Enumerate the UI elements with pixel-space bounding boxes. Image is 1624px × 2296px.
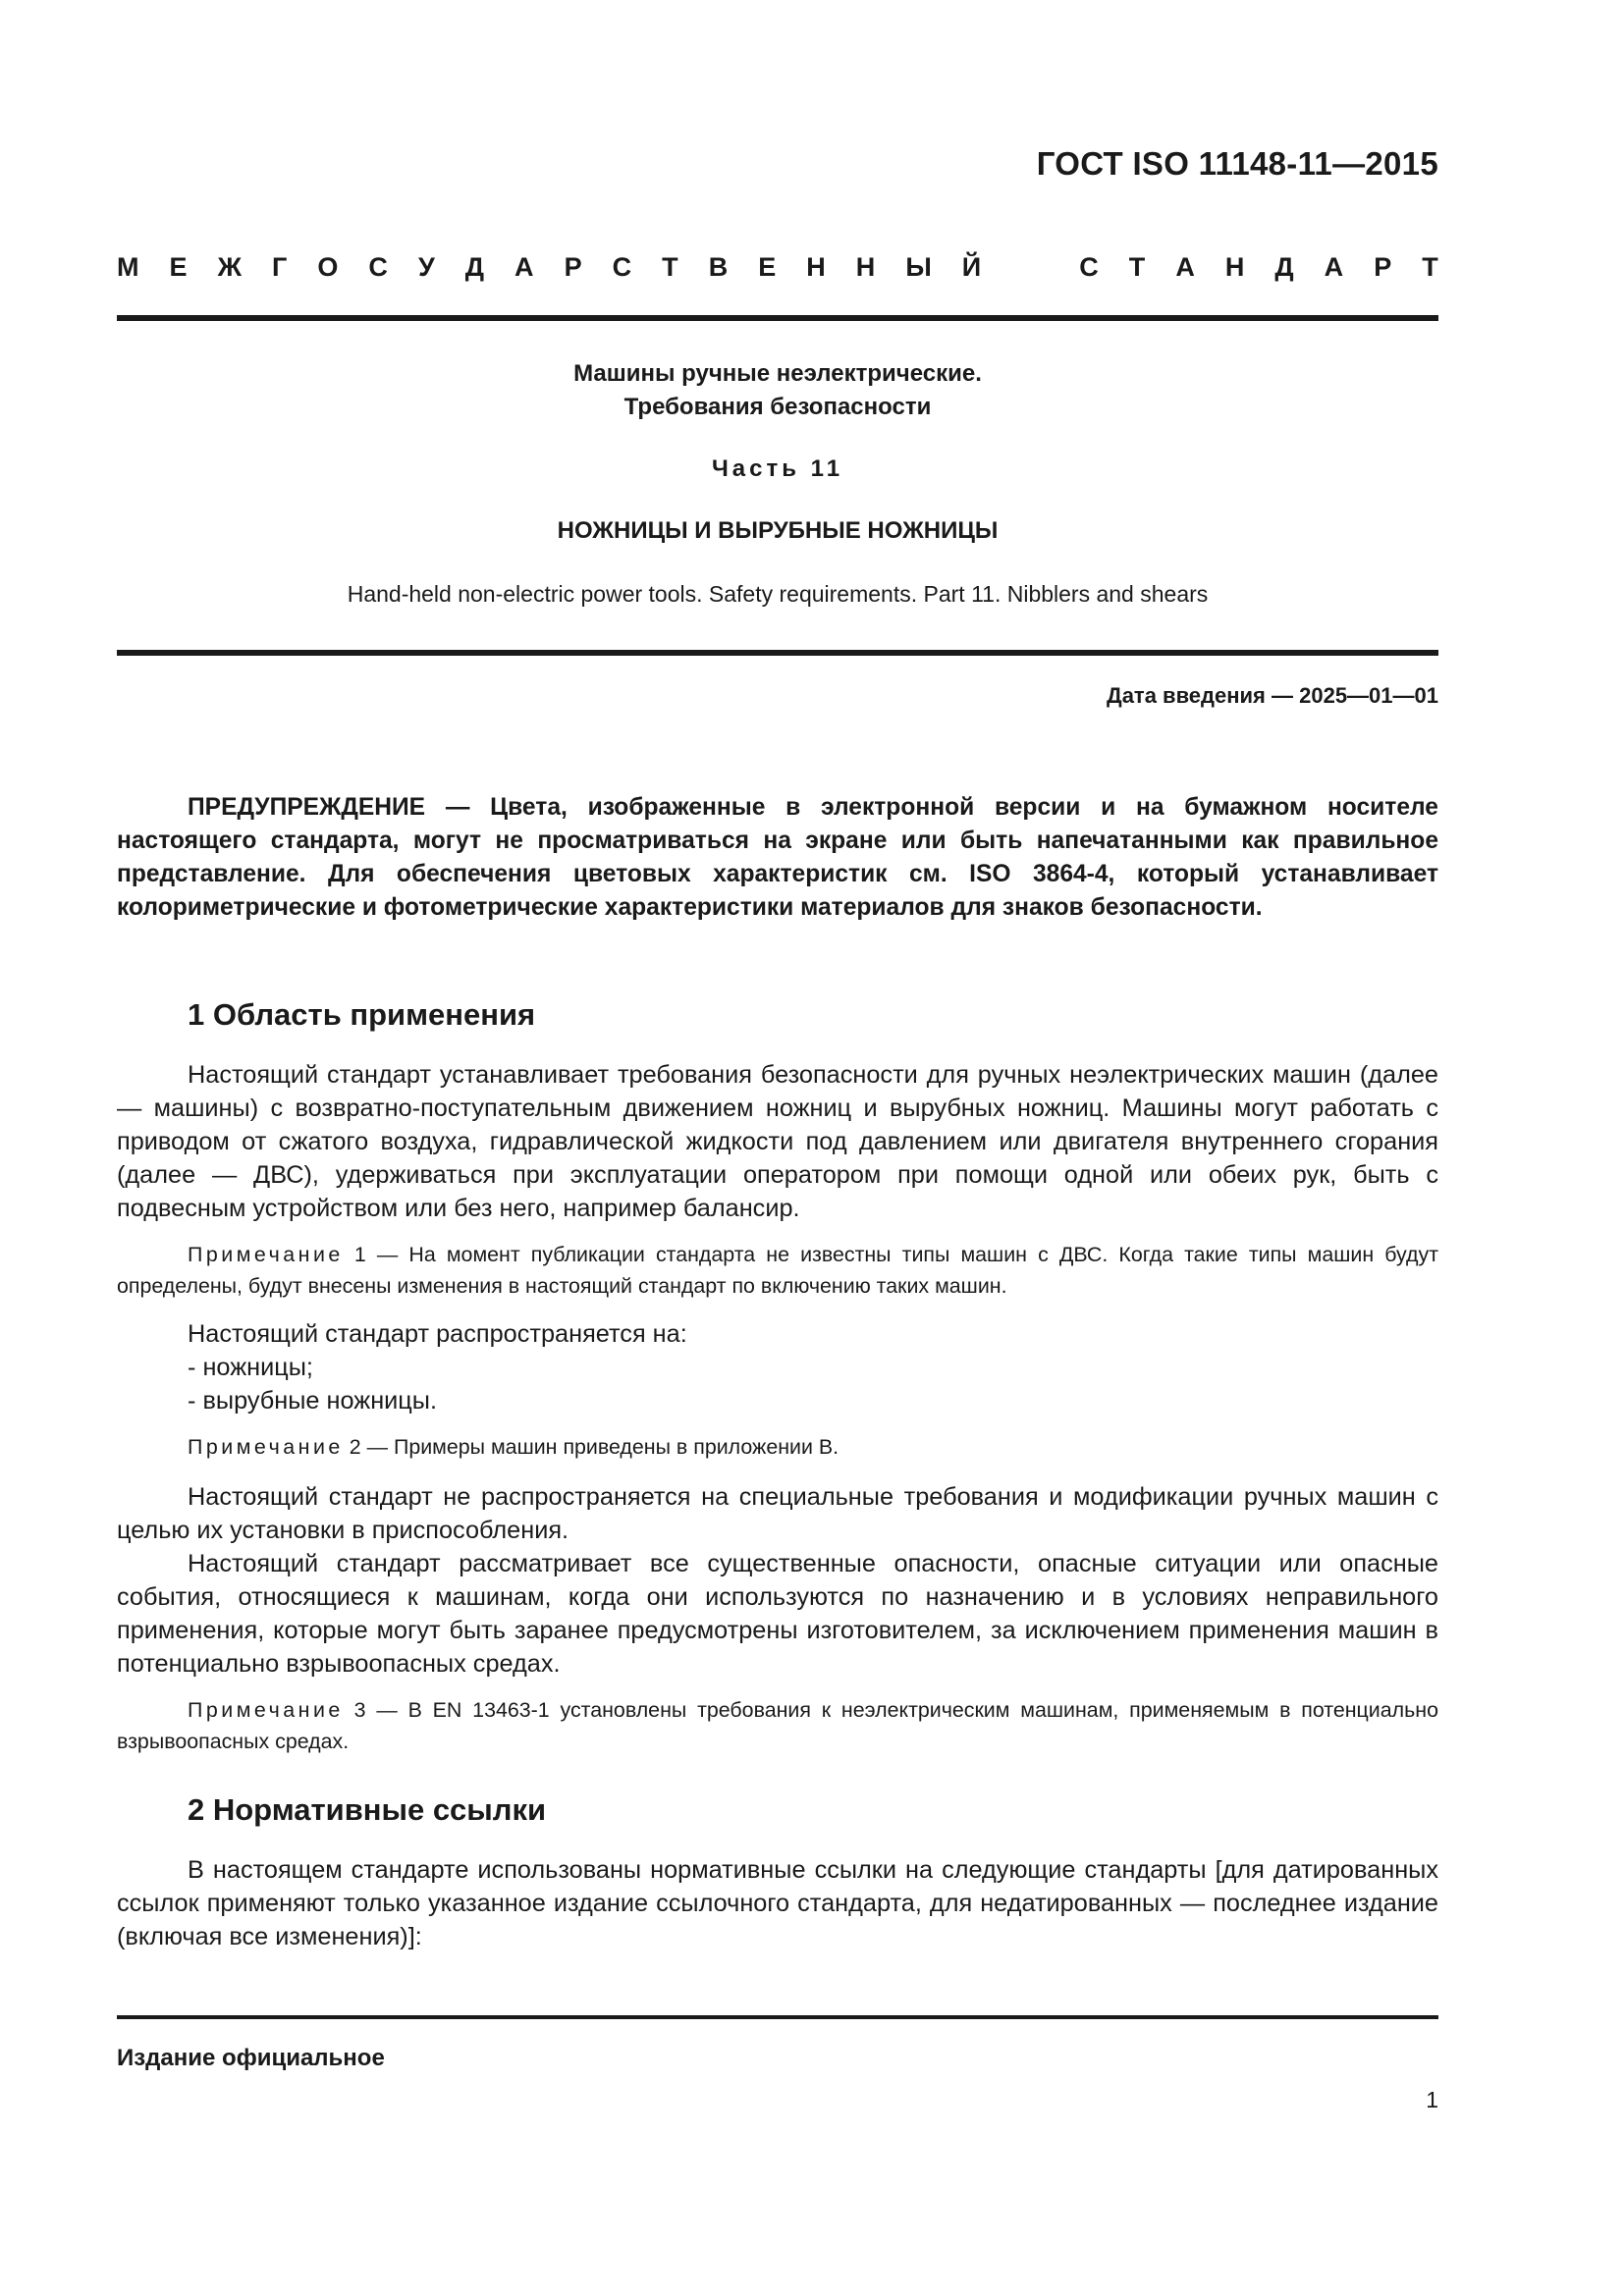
banner-letter: Т <box>1422 252 1438 282</box>
note-3 <box>117 1694 1438 1757</box>
title-line-2: Требования безопасности <box>623 394 932 420</box>
banner-letter: Т <box>1128 252 1146 282</box>
interstate-standard-banner <box>117 252 1438 283</box>
part-subtitle: НОЖНИЦЫ И ВЫРУБНЫЕ НОЖНИЦЫ <box>557 517 999 544</box>
banner-letter: Г <box>272 252 288 282</box>
title-russian <box>117 357 1438 424</box>
banner-letter: Е <box>169 252 188 282</box>
banner-letter: А <box>514 252 534 282</box>
note-2 <box>117 1431 1438 1463</box>
section-1-paragraph-2: Настоящий стандарт не распространяется на специальные требования и модификации ручных машин с целью их установки в приспособления. <box>117 1483 1438 1544</box>
title-english: Hand-held non-electric power tools. Safety requirements. Part 11. Nibblers and shears <box>347 581 1209 607</box>
banner-letter: В <box>708 252 729 282</box>
banner-letter: У <box>417 252 435 282</box>
banner-letter: А <box>1324 252 1344 282</box>
banner-word-gap <box>1011 252 1049 283</box>
introduction-date: Дата введения — 2025—01—01 <box>1107 683 1438 708</box>
note-2-label: Примечание <box>188 1435 344 1459</box>
banner-letter: Р <box>1374 252 1392 282</box>
document-code: ГОСТ ISO 11148-11—2015 <box>1036 145 1438 182</box>
section-2-heading: 2 Нормативные ссылки <box>188 1792 547 1827</box>
note-2-text: 2 — Примеры машин приведены в приложении В. <box>349 1435 839 1459</box>
banner-letter: Й <box>961 252 982 282</box>
banner-letter: Е <box>758 252 777 282</box>
page-number: 1 <box>1426 2087 1438 2112</box>
banner-letter: Н <box>806 252 826 282</box>
section-2-paragraph-1: В настоящем стандарте использованы нормативные ссылки на следующие стандарты [для датированных ссылок применяют только указанное издание ссылочного стандарта, для недатированных — последнее издание (включая все изменения)]: <box>117 1856 1438 1950</box>
section-1-heading: 1 Область применения <box>188 997 536 1032</box>
banner-letter: С <box>368 252 388 282</box>
banner-letter: О <box>317 252 339 282</box>
banner-letter: Т <box>662 252 678 282</box>
banner-letter: Д <box>1274 252 1294 282</box>
applies-to-line: Настоящий стандарт распространяется на: <box>188 1320 687 1348</box>
document-page <box>117 0 1438 2296</box>
header-rule <box>117 315 1438 321</box>
banner-letter: С <box>1079 252 1099 282</box>
section-1-paragraph-1: Настоящий стандарт устанавливает требования безопасности для ручных неэлектрических машин (далее — машины) с возвратно-поступательным движением ножниц и вырубных ножниц. Машины могут работать с приводом от сжатого воздуха, гидравлической жидкости под давлением или двигателя внутреннего сгорания (далее — ДВС), удерживаться при эксплуатации оператором при помощи одной или обеих рук, быть с подвесным устройством или без него, например балансир. <box>117 1061 1438 1222</box>
banner-letter: Н <box>855 252 876 282</box>
part-number: Часть 11 <box>711 455 844 482</box>
note-1-label: Примечание <box>188 1243 344 1266</box>
title-rule <box>117 650 1438 656</box>
footer-rule <box>117 2015 1438 2019</box>
title-line-1: Машины ручные неэлектрические. <box>573 360 982 387</box>
banner-letter: Ж <box>217 252 242 282</box>
note-3-text: 3 — В EN 13463-1 установлены требования к неэлектрическим машинам, применяемым в потенциально взрывоопасных средах. <box>117 1698 1438 1753</box>
list-item: - вырубные ножницы. <box>188 1387 438 1415</box>
banner-letter: А <box>1175 252 1195 282</box>
list-item: - ножницы; <box>188 1354 313 1381</box>
warning-paragraph: ПРЕДУПРЕЖДЕНИЕ — Цвета, изображенные в электронной версии и на бумажном носителе настоящего стандарта, могут не просматриваться на экране или быть напечатанными как правильное представление. Для обеспечения цветовых характеристик см. ISO 3864-4, который устанавливает колориметрические и фотометрические характеристики материалов для знаков безопасности. <box>117 794 1438 921</box>
note-3-label: Примечание <box>188 1698 344 1722</box>
note-1 <box>117 1239 1438 1302</box>
banner-letter: Ы <box>905 252 932 282</box>
banner-letter: Д <box>464 252 485 282</box>
banner-letter: М <box>117 252 139 282</box>
section-1-paragraph-3: Настоящий стандарт рассматривает все существенные опасности, опасные ситуации или опасные события, относящиеся к машинам, когда они используются по назначению и в условиях неправильного применения, которые могут быть заранее предусмотрены изготовителем, за исключением применения машин в потенциально взрывоопасных средах. <box>117 1550 1438 1678</box>
banner-letter: С <box>612 252 632 282</box>
banner-letter: Н <box>1224 252 1245 282</box>
banner-letter: Р <box>564 252 582 282</box>
official-edition-label: Издание официальное <box>117 2045 385 2071</box>
note-1-text: 1 — На момент публикации стандарта не известны типы машин с ДВС. Когда такие типы машин будут определены, будут внесены изменения в настоящий стандарт по включению таких машин. <box>117 1243 1438 1298</box>
